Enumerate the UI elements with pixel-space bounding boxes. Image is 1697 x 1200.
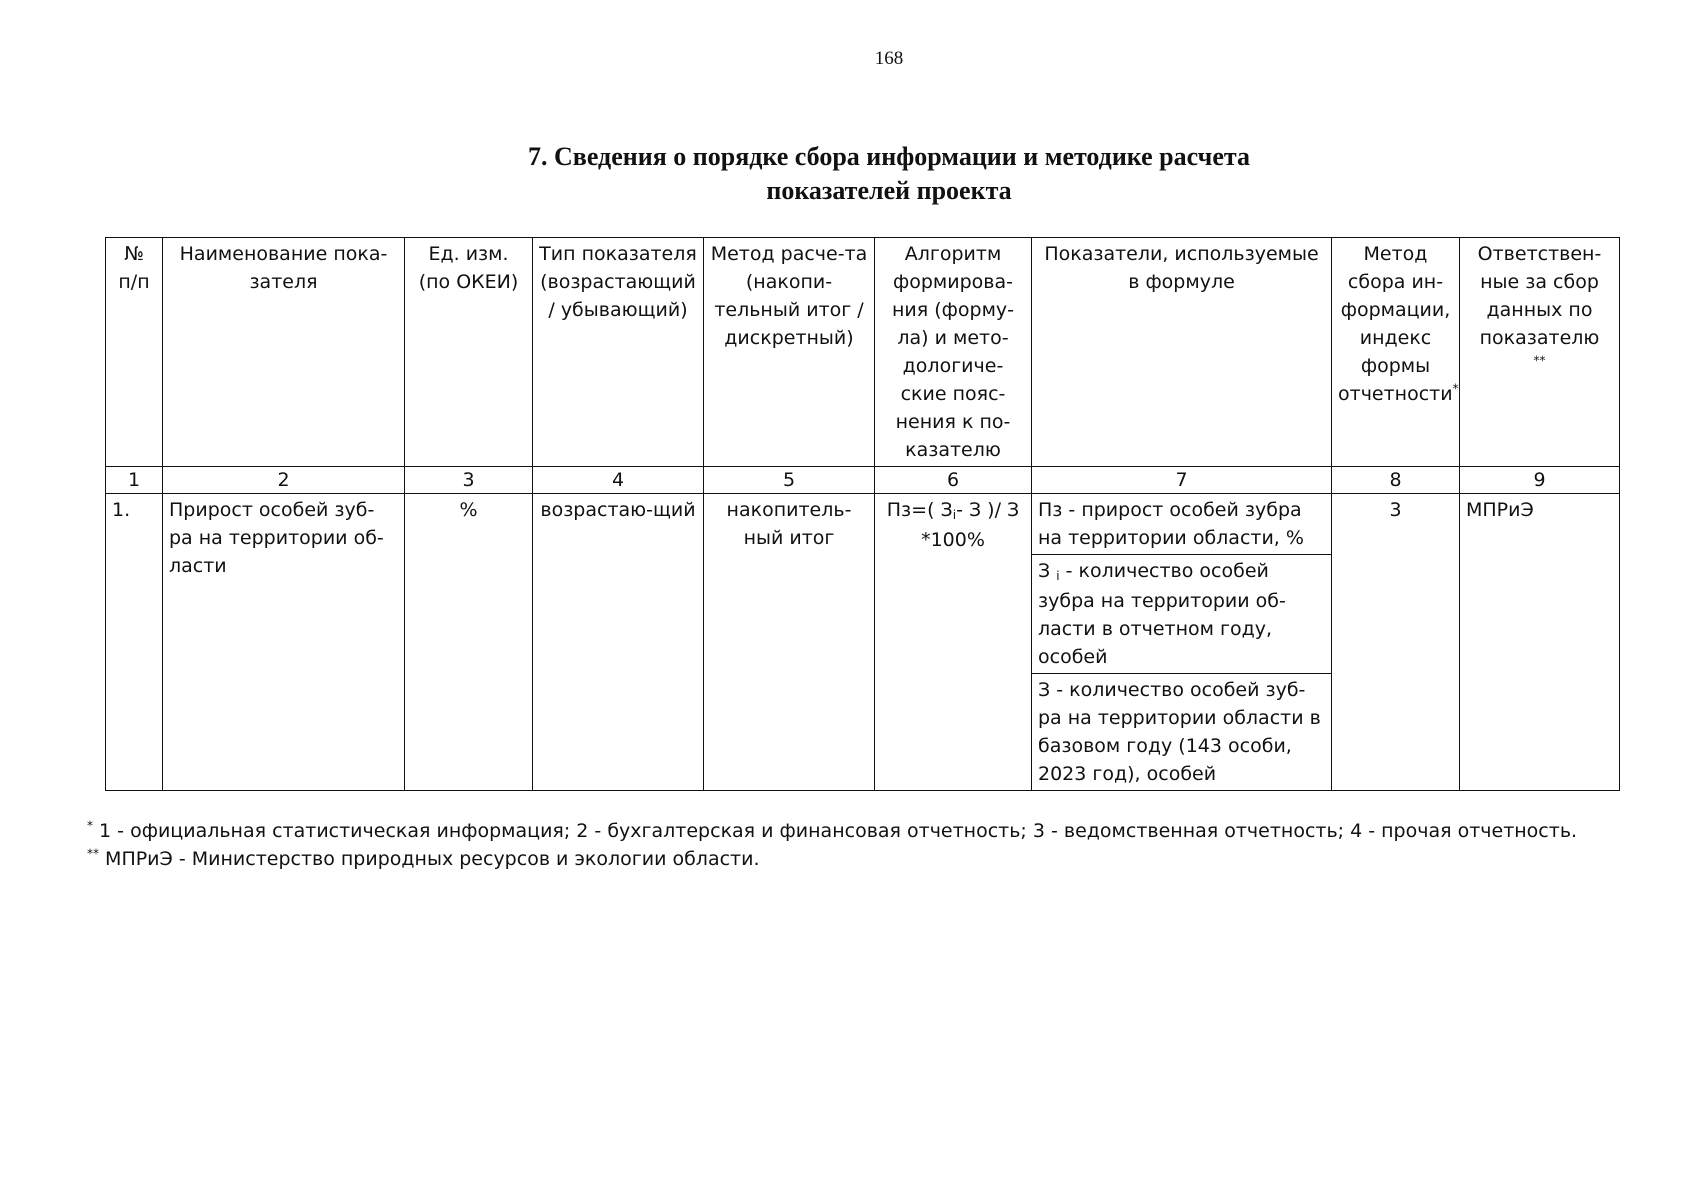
header-collection-method-text: Метод сбора ин-формации, индекс формы отчетности [1338, 243, 1453, 405]
section-title-line-1: 7. Сведения о порядке сбора информации и методике расчета [528, 142, 1250, 171]
section-title [0, 140, 1697, 208]
column-number: 3 [405, 467, 533, 494]
responsible-body: МПРиЭ [1460, 494, 1620, 791]
header-responsible-text: Ответствен-ные за сбор данных по показателю [1477, 243, 1602, 349]
header-responsible [1460, 238, 1620, 467]
column-number: 7 [1032, 467, 1332, 494]
indicator-name: Прирост особей зуб-ра на территории об-ласти [163, 494, 405, 791]
footnote-2-mark: ** [87, 846, 99, 861]
column-number: 6 [875, 467, 1032, 494]
header-formula-vars: Показатели, используемые в формуле [1032, 238, 1332, 467]
header-num: № п/п [106, 238, 163, 467]
column-number: 4 [533, 467, 704, 494]
footnote-1-text: 1 - официальная статистическая информация; 2 - бухгалтерская и финансовая отчетность; 3 - ведомственная отчетность; 4 - прочая отчетность. [99, 820, 1578, 842]
page-number: 168 [874, 48, 904, 69]
formula-subscript: i [952, 508, 957, 522]
footnote-1 [87, 817, 1687, 845]
formula-part-1: Пз=( З [886, 499, 953, 521]
var2-subscript: i [1056, 569, 1060, 583]
header-unit: Ед. изм. (по ОКЕИ) [405, 238, 533, 467]
formula-part-2: - З )/ З *100% [921, 499, 1020, 551]
header-type: Тип показателя (возрастающий / убывающий) [533, 238, 704, 467]
collection-method-code: 3 [1332, 494, 1460, 791]
var2-text: - количество особей зубра на территории об-ласти в отчетном году, особей [1038, 560, 1286, 668]
column-number: 8 [1332, 467, 1460, 494]
footnote-2 [87, 845, 1687, 873]
footnotes [87, 817, 1687, 873]
section-title-line-2: показателей проекта [766, 176, 1012, 205]
indicator-calc-method: накопитель-ный итог [704, 494, 875, 791]
indicators-table [105, 237, 1620, 791]
column-number: 9 [1460, 467, 1620, 494]
footnote-2-text: МПРиЭ - Министерство природных ресурсов и экологии области. [105, 848, 760, 870]
indicator-type: возрастаю-щий [533, 494, 704, 791]
column-number-row [106, 467, 1620, 494]
formula-variable-2 [1032, 555, 1332, 674]
header-algorithm: Алгоритм формирова-ния (форму-ла) и мето-дологиче-ские пояс-нения к по-казателю [875, 238, 1032, 467]
column-number: 1 [106, 467, 163, 494]
formula-variable-3: З - количество особей зуб-ра на территории области в базовом году (143 особи, 2023 год), особей [1032, 674, 1332, 791]
column-number: 2 [163, 467, 405, 494]
header-collection-method-mark: * [1452, 381, 1459, 396]
header-responsible-mark: ** [1533, 353, 1546, 368]
table-row [106, 494, 1620, 555]
formula-variable-1: Пз - прирост особей зубра на территории области, % [1032, 494, 1332, 555]
var2-symbol: З [1038, 560, 1051, 582]
indicator-unit: % [405, 494, 533, 791]
header-calc-method: Метод расче-та (накопи-тельный итог / дискретный) [704, 238, 875, 467]
header-collection-method [1332, 238, 1460, 467]
header-name: Наименование пока-зателя [163, 238, 405, 467]
row-number: 1. [106, 494, 163, 791]
footnote-1-mark: * [87, 818, 93, 833]
column-number: 5 [704, 467, 875, 494]
table-header-row [106, 238, 1620, 467]
indicator-formula [875, 494, 1032, 791]
